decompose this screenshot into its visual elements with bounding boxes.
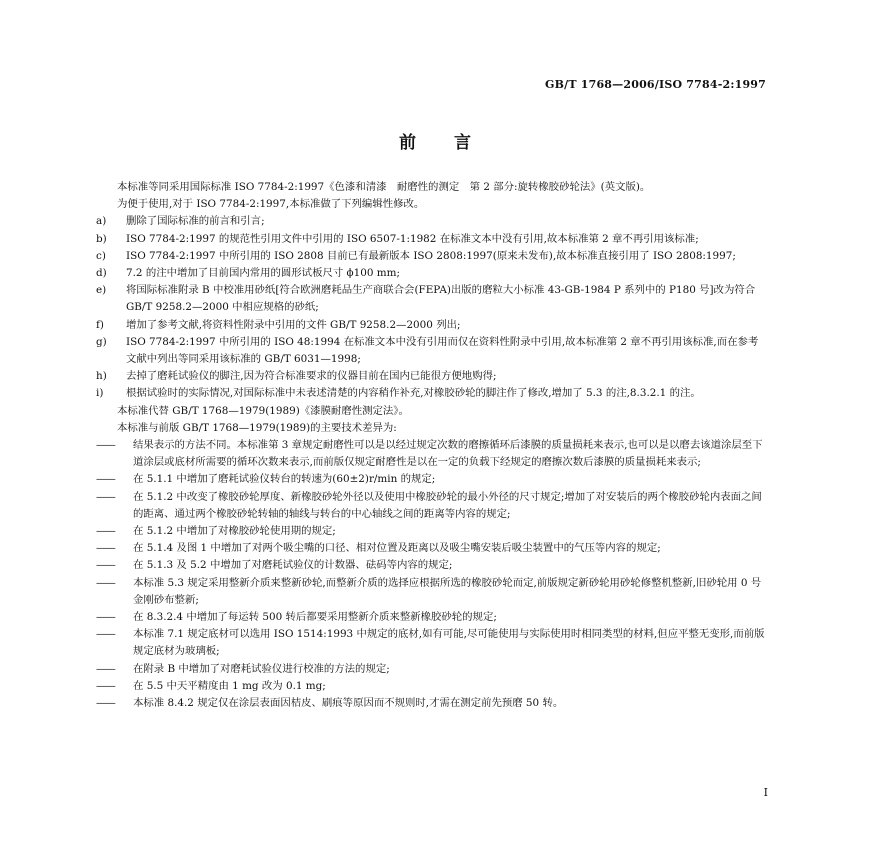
- list-item: [96, 213, 766, 230]
- list-item: [96, 334, 766, 368]
- list-item-label: g): [96, 335, 107, 348]
- list-item-text: 将国际标准附录 B 中校准用砂纸[符合欧洲磨耗品生产商联合会(FEPA)出版的磨粒大小标准 43-GB-1984 P 系列中的 P180 号]改为符合 GB/T 9258.2—2000 中相应规格的砂纸;: [126, 284, 756, 314]
- list-item-text: 在 5.1.3 及 5.2 中增加了对磨耗试验仪的计数器、砝码等内容的规定;: [133, 559, 453, 572]
- dash-marker: ——: [96, 525, 115, 538]
- dash-marker: ——: [96, 473, 115, 486]
- list-item: [96, 661, 766, 678]
- list-item: [96, 695, 766, 712]
- list-item-label: f): [96, 318, 104, 331]
- list-item-text: 删除了国际标准的前言和引言;: [126, 215, 265, 228]
- page-number: I: [763, 786, 768, 799]
- diff-list: [96, 437, 766, 712]
- list-item-label: i): [96, 387, 104, 400]
- list-item: [96, 609, 766, 626]
- list-item: [96, 265, 766, 282]
- list-item: [96, 471, 766, 488]
- list-item: [96, 368, 766, 385]
- dash-marker: ——: [96, 490, 115, 503]
- list-item: [96, 575, 766, 609]
- edit-list: [96, 213, 766, 402]
- list-item: [96, 626, 766, 660]
- list-item-text: 在 5.1.2 中改变了橡胶砂轮厚度、新橡胶砂轮外径以及使用中橡胶砂轮的最小外径的尺寸规定;增加了对安装后的两个橡胶砂轮内表面之间的距离、通过两个橡胶砂轮转轴的轴线与转台的中心轴线之间的距离等内容的规定;: [133, 490, 762, 520]
- document-body: [96, 179, 766, 712]
- list-item: [96, 678, 766, 695]
- list-item: [96, 489, 766, 523]
- replace-paragraph-2: 本标准与前版 GB/T 1768—1979(1989)的主要技术差异为:: [117, 421, 397, 434]
- list-item-label: c): [96, 249, 106, 262]
- list-item: [96, 437, 766, 471]
- dash-marker: ——: [96, 628, 115, 641]
- list-item-label: b): [96, 232, 107, 245]
- list-item-label: h): [96, 370, 107, 383]
- list-item: [96, 317, 766, 334]
- intro-paragraph-1: 本标准等同采用国际标准 ISO 7784-2:1997《色漆和清漆 耐磨性的测定 第 2 部分:旋转橡胶砂轮法》(英文版)。: [117, 181, 651, 193]
- list-item-text: 本标准 7.1 规定底材可以选用 ISO 1514:1993 中规定的底材,如有可能,尽可能使用与实际使用时相同类型的材料,但应平整无变形,而前版规定底材为玻璃板;: [133, 628, 765, 658]
- list-item-text: 在 5.1.2 中增加了对橡胶砂轮使用期的规定;: [133, 525, 336, 538]
- list-item-text: 在 8.3.2.4 中增加了每运转 500 转后都要采用整新介质来整新橡胶砂轮的规定;: [133, 611, 497, 624]
- list-item: [96, 248, 766, 265]
- page-title: 前言: [399, 133, 509, 153]
- list-item-text: 7.2 的注中增加了目前国内常用的圆形试板尺寸 ϕ100 mm;: [126, 267, 400, 280]
- list-item: [96, 523, 766, 540]
- intro-paragraph-2: 为便于使用,对于 ISO 7784-2:1997,本标准做了下列编辑性修改。: [117, 198, 425, 211]
- dash-marker: ——: [96, 559, 115, 572]
- list-item-text: 在附录 B 中增加了对磨耗试验仪进行校准的方法的规定;: [133, 662, 390, 675]
- list-item-label: a): [96, 215, 107, 228]
- dash-marker: ——: [96, 611, 115, 624]
- list-item-text: 去掉了磨耗试验仪的脚注,因为符合标准要求的仪器目前在国内已能很方便地购得;: [126, 370, 497, 383]
- dash-marker: ——: [96, 679, 115, 692]
- dash-marker: ——: [96, 576, 115, 589]
- list-item-text: ISO 7784-2:1997 中所引用的 ISO 48:1994 在标准文本中没有引用而仅在资料性附录中引用,故本标准第 2 章不再引用该标准,而在参考文献中列出等同采用该标准的 GB/T 6031—1998;: [126, 335, 759, 366]
- list-item: [96, 231, 766, 248]
- dash-marker: ——: [96, 439, 115, 452]
- standard-code-header: GB/T 1768—2006/ISO 7784-2:1997: [545, 78, 766, 91]
- list-item-text: 在 5.1.4 及图 1 中增加了对两个吸尘嘴的口径、相对位置及距离以及吸尘嘴安装后吸尘装置中的气压等内容的规定;: [133, 542, 661, 555]
- list-item-text: ISO 7784-2:1997 的规范性引用文件中引用的 ISO 6507-1:1982 在标准文本中没有引用,故本标准第 2 章不再引用该标准;: [126, 232, 699, 245]
- list-item-text: 本标准 5.3 规定采用整新介质来整新砂轮,而整新介质的选择应根据所选的橡胶砂轮而定,前版规定新砂轮用砂轮修整机整新,旧砂轮用 0 号金刚砂布整新;: [133, 576, 762, 606]
- list-item: [96, 540, 766, 557]
- list-item-text: 在 5.1.1 中增加了磨耗试验仪转台的转速为(60±2)r/min 的规定;: [133, 473, 436, 486]
- list-item-label: e): [96, 284, 107, 297]
- list-item-text: ISO 7784-2:1997 中所引用的 ISO 2808 目前已有最新版本 ISO 2808:1997(原来未发布),故本标准直接引用了 ISO 2808:1997;: [126, 249, 736, 262]
- dash-marker: ——: [96, 542, 115, 555]
- list-item-text: 结果表示的方法不同。本标准第 3 章规定耐磨性可以是以经过规定次数的磨擦循环后漆膜的质量损耗来表示,也可以是以磨去该道涂层至下道涂层或底材所需要的循环次数来表示,而前版仅规定耐磨性是以在一定的负载下经规定的磨擦次数后漆膜的质量损耗来表示;: [133, 439, 763, 469]
- replace-paragraph-1: 本标准代替 GB/T 1768—1979(1989)《漆膜耐磨性测定法》。: [117, 404, 409, 417]
- list-item-label: d): [96, 267, 107, 280]
- dash-marker: ——: [96, 662, 115, 675]
- list-item: [96, 385, 766, 402]
- list-item: [96, 557, 766, 574]
- list-item: [96, 282, 766, 316]
- list-item-text: 在 5.5 中天平精度由 1 mg 改为 0.1 mg;: [133, 679, 326, 692]
- list-item-text: 本标准 8.4.2 规定仅在涂层表面因桔皮、刷痕等原因而不规则时,才需在测定前先预磨 50 转。: [133, 697, 564, 710]
- list-item-text: 根据试验时的实际情况,对国际标准中未表述清楚的内容稍作补充,对橡胶砂轮的脚注作了修改,增加了 5.3 的注,8.3.2.1 的注。: [126, 387, 701, 400]
- list-item-text: 增加了参考文献,将资料性附录中引用的文件 GB/T 9258.2—2000 列出;: [126, 318, 461, 331]
- dash-marker: ——: [96, 697, 115, 710]
